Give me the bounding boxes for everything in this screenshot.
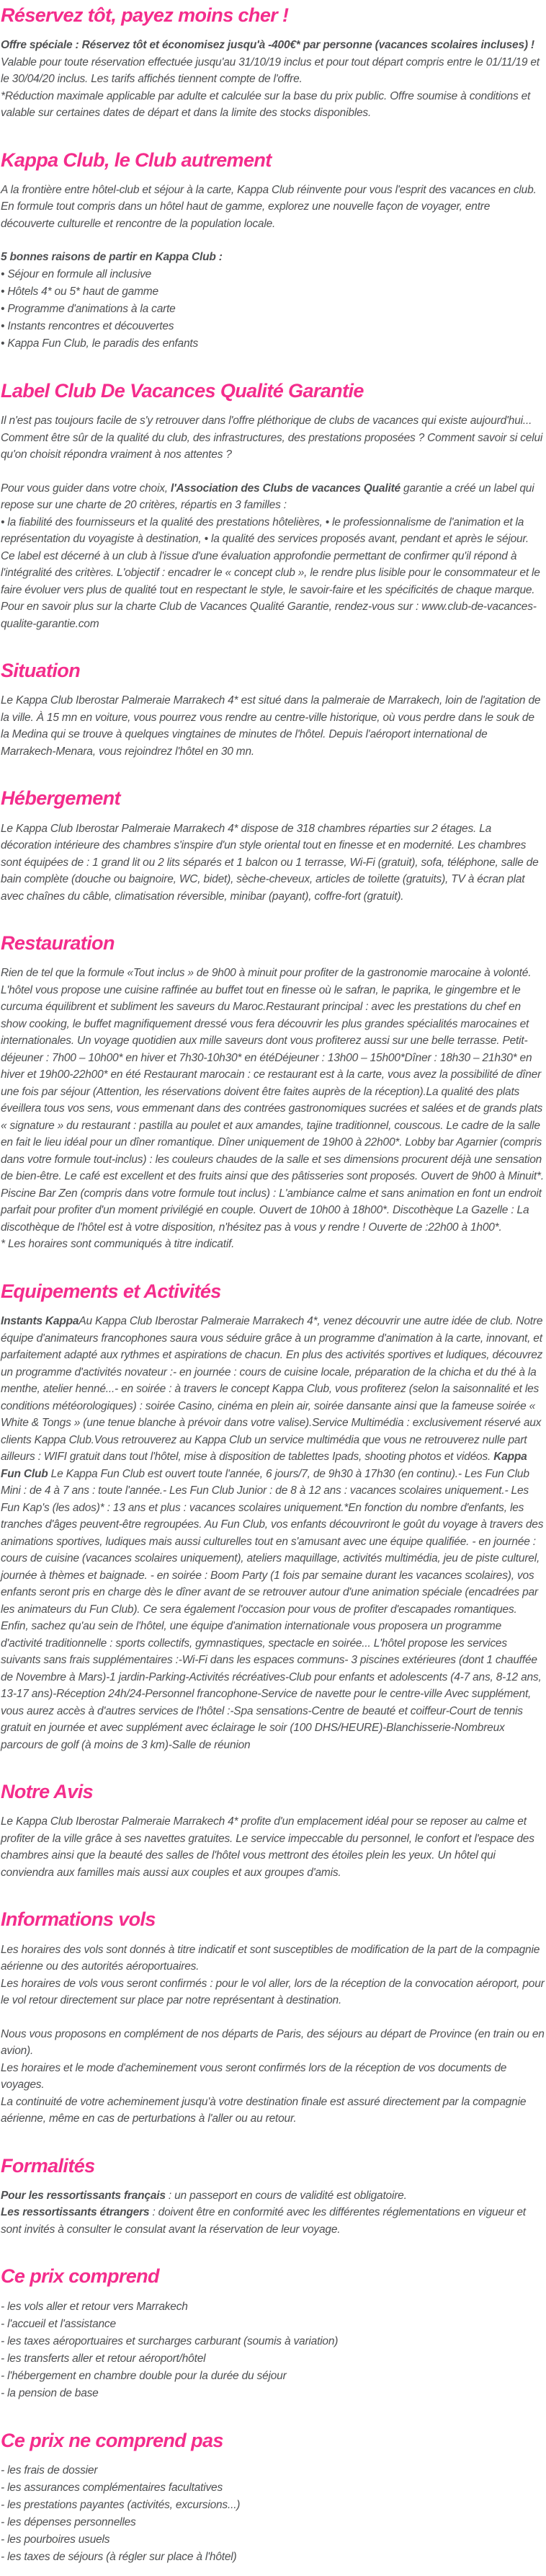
text-run: * Les horaires sont communiqués à titre indicatif. [1,1238,235,1251]
section-title-kappa-club: Kappa Club, le Club autrement [1,149,272,171]
paragraph [1,182,545,233]
paragraph [1,37,545,88]
paragraph [1,1313,545,1753]
text-run: Le Kappa Club Iberostar Palmeraie Marrakech 4* dispose de 318 chambres réparties sur 2 étages. La décoration intérieure des chambres s'inspire d'un style oriental tout en finesse et en modernité. Les chambres sont équipées de : 1 grand lit ou 2 lits séparés et 1 balcon ou 1 terrasse, Wi-Fi (gratuit), sofa, téléphone, salle de bain complète (douche ou baignoire, WC, bidet), sèche-cheveux, articles de toilette (gratuits), TV à écran plat avec chaînes du câble, climatisation réversible, minibar (payant), coffre-fort (gratuit). [1,822,539,903]
paragraph [1,965,545,1236]
bold-text: Offre spéciale : Réservez tôt et économisez jusqu'à -400€* par personne (vacances scolaires incluses) ! [1,39,534,52]
section-kappa-club [1,149,545,353]
section-restauration [1,932,545,1253]
text-run: : un passeport en cours de validité est obligatoire. [165,2189,407,2202]
paragraph [1,598,545,632]
section-label-club [1,380,545,632]
bold-text: 5 bonnes raisons de partir en Kappa Club : [1,251,223,264]
dash-list [1,2462,545,2566]
paragraph [1,1975,545,2009]
text-run: La continuité de votre acheminement jusqu'à votre destination finale est assuré directement par la compagnie aérienne, même en cas de perturbations à l'aller ou au retour. [1,2095,527,2125]
section-title-label-club: Label Club De Vacances Qualité Garantie [1,379,364,402]
paragraph [1,820,545,906]
list-item: - les frais de dossier [1,2464,98,2477]
paragraph [1,2187,545,2205]
text-run: : doivent être en conformité avec les différentes réglementations en vigueur et sont invités à consulter le consulat avant la réservation de leur voyage. [1,2206,526,2236]
bold-text: Pour les ressortissants français [1,2189,166,2202]
list-item: - les taxes de séjours (à régler sur place à l'hôtel) [1,2550,237,2563]
text-run: Le Kappa Club Iberostar Palmeraie Marrakech 4* est situé dans la palmeraie de Marrakech, loin de l'agitation de la ville. À 15 mn en voiture, vous pourrez vous rendre au centre-ville historique, où vous perdre dans le souk de la Medina qui se trouve à quelques vingtaines de minutes de l'hôtel. Depuis l'aéroport international de Marrakech-Menara, vous rejoindrez l'hôtel en 30 mn. [1,694,541,758]
list-item: - les transferts aller et retour aéroport/hôtel [1,2352,206,2365]
text-run: Il n'est pas toujours facile de s'y retrouver dans l'offre pléthorique de clubs de vacances qui existe aujourd'hui... Comment être sûr de la qualité du club, des infrastructures, des prestations proposées ? Comment savoir si celui qu'on choisit répondra vraiment à nos attentes ? [1,415,543,461]
bold-text: Instants Kappa [1,1315,79,1328]
section-prix-ne-comprend-pas [1,2430,545,2566]
text-run: Les horaires de vols vous seront confirmés : pour le vol aller, lors de la réception de la convocation aéroport, pour le vol retour directement sur place par notre représentant à destination. [1,1977,545,2007]
list-item: • Hôtels 4* ou 5* haut de gamme [1,285,158,298]
list-item: • Programme d'animations à la carte [1,302,176,315]
section-reservez-tot [1,4,545,122]
list-item: - les taxes aéroportuaires et surcharges carburant (soumis à variation) [1,2334,339,2347]
paragraph [1,88,545,122]
text-run: Pour en savoir plus sur la charte Club de Vacances Qualité Garantie, rendez-vous sur : www.club-de-vacances-qualite-garantie.com [1,601,537,630]
section-title-restauration: Restauration [1,932,115,955]
section-title-equipements: Equipements et Activités [1,1280,221,1302]
section-hebergement [1,787,545,905]
text-run: Au Kappa Club Iberostar Palmeraie Marrakech 4*, venez découvrir une autre idée de club. Notre équipe d'animateurs francophones saura vous séduire grâce à un programme d'animation à la carte, innovant, et parfaitement adapté aux rythmes et aspirations de chacun. En plus des activités sportives et ludiques, découvrez un programme d'activités novateur :- en journée : cours de cuisine locale, préparation de la chicha et du thé à la menthe, atelier henné...- en soirée : à travers le concept Kappa Club, vous profiterez (selon la saisonnalité et les conditions météorologiques) : soirée Casino, cinéma en plein air, soirée dansante ainsi que la fameuse soirée « White & Tongs » (une tenue blanche à prévoir dans votre valise).Service Multimédia : exclusivement réservé aux clients Kappa Club.Vous retrouverez au Kappa Club un service multimédia que vous ne retrouverez nulle part ailleurs : WIFI gratuit dans tout l'hôtel, mise à disposition de tablettes Ipads, shooting photos et vidéos. [1,1315,543,1464]
bold-text: Les ressortissants étrangers [1,2206,150,2219]
section-formalites [1,2155,545,2239]
text-run: Le Kappa Club Iberostar Palmeraie Marrakech 4* profite d'un emplacement idéal pour se reposer au calme et profiter de la ville grâce à ses navettes gratuites. Le service impeccable du personnel, le confort et l'espace des chambres ainsi que la beauté des salles de l'hôtel vous mettront des étoiles plein les yeux. Un hôtel qui conviendra aux familles mais aussi aux couples et aux groupes d'amis. [1,1815,534,1879]
bullet-list [1,266,545,353]
paragraph [1,548,545,599]
list-item: • Instants rencontres et découvertes [1,319,174,332]
list-item: • Séjour en formule all inclusive [1,267,152,280]
section-title-situation: Situation [1,660,81,682]
text-run: *Réduction maximale applicable par adulte et calculée sur la base du prix public. Offre soumise à conditions et valable sur certaines dates de départ et dans la limite des stocks disponibles. [1,89,531,120]
text-run: garantie a créé un label qui repose sur une charte de 20 critères, répartis en 3 familles : [1,482,534,512]
section-equipements [1,1280,545,1753]
text-run: Ce label est décerné à un club à l'issue d'une évaluation approfondie permettant de confirmer qu'il répond à l'intégralité des critères. L'objectif : encadrer le « concept club », le rendre plus lisible pour le consommateur et le faire évoluer vers plus de qualité tout en respectant le style, le savoir-faire et les spécificités de chaque marque. [1,549,540,596]
text-run: Les horaires et le mode d'acheminement vous seront confirmés lors de la réception de vos documents de voyages. [1,2061,507,2092]
section-notre-avis [1,1781,545,1881]
list-item: - l'accueil et l'assistance [1,2317,116,2330]
list-item: - les prestations payantes (activités, excursions...) [1,2498,241,2511]
paragraph [1,480,545,514]
list-item: - les pourboires usuels [1,2533,110,2546]
section-title-informations-vols: Informations vols [1,1908,156,1931]
text-run: Nous vous proposons en complément de nos départs de Paris, des séjours au départ de Province (en train ou en avion). [1,2027,545,2058]
paragraph [1,514,545,548]
dash-list [1,2298,545,2402]
section-title-formalites: Formalités [1,2154,95,2177]
list-item: - l'hébergement en chambre double pour la durée du séjour [1,2369,287,2382]
list-item: - les assurances complémentaires facultatives [1,2481,223,2494]
section-title-reservez-tot: Réservez tôt, payez moins cher ! [1,4,289,26]
paragraph [1,2060,545,2094]
section-title-notre-avis: Notre Avis [1,1781,94,1803]
text-run: Les horaires des vols sont donnés à titre indicatif et sont susceptibles de modification de la part de la compagnie aérienne ou des autorités aéroportuaires. [1,1943,540,1973]
paragraph [1,2094,545,2128]
text-run: Valable pour toute réservation effectuée jusqu'au 31/10/19 inclus et pour tout départ compris entre le 01/11/19 et le 30/04/20 inclus. Les tarifs affichés tiennent compte de l'offre. [1,56,540,86]
list-item: - les dépenses personnelles [1,2515,136,2528]
paragraph [1,1942,545,1975]
paragraph [1,2026,545,2060]
paragraph [1,249,545,266]
bold-text: Kappa Fun Club [1,1451,527,1480]
section-title-hebergement: Hébergement [1,787,120,810]
section-situation [1,660,545,760]
text-run: Pour vous guider dans votre choix, [1,482,171,495]
text-run: Le Kappa Fun Club est ouvert toute l'année, 6 jours/7, de 9h30 à 17h30 (en continu).- Les Fun Club Mini : de 4 à 7 ans : toute l'année.- Les Fun Club Junior : de 8 à 12 ans : vacances scolaires uniquement.- Les Fun Kap's (les ados)* : 13 ans et plus : vacances scolaires uniquement.*En fonction du nombre d'enfants, les tranches d'âges peuvent-être regroupées. Au Fun Club, vos enfants découvriront le goût du voyage à travers des animations sportives, ludiques mais aussi culturelles tout en s'amusant avec une équipe qualifiée. - en journée : cours de cuisine (vacances scolaires uniquement), ateliers maquillage, activités multimédia, jeu de piste culturel, journée à thèmes et baignade. - en soirée : Boom Party (1 fois par semaine durant les vacances scolaires), vos enfants seront pris en charge dès le dîner avant de se retrouver autour d'une animation spéciale (encadrées par les animateurs du Fun Club). Ce sera également l'occasion pour vous de profiter d'escapades romantiques. Enfin, sachez qu'au sein de l'hôtel, une équipe d'animation internationale vous proposera un programme d'activité traditionnelle : sports collectifs, gymnastiques, spectacle en soirée... L'hôtel propose les services suivants sans frais supplémentaires :-Wi-Fi dans les espaces communs- 3 piscines extérieures (dont 1 chauffée de Novembre à Mars)-1 jardin-Parking-Activités récréatives-Club pour enfants et adolescents (4-7 ans, 8-12 ans, 13-17 ans)-Réception 24h/24-Personnel francophone-Service de navette pour le centre-ville Avec supplément, vous aurez accès à d'autres services de l'hôtel :-Spa sensations-Centre de beauté et coiffeur-Court de tennis gratuit en journée et avec supplément avec éclairage le soir (100 DHS/HEURE)-Blanchisserie-Nombreux parcours de golf (à moins de 3 km)-Salle de réunion [1,1467,544,1751]
list-item: • Kappa Fun Club, le paradis des enfants [1,337,199,350]
list-item: - les vols aller et retour vers Marrakech [1,2300,188,2313]
paragraph [1,412,545,464]
section-title-prix-comprend: Ce prix comprend [1,2265,159,2288]
section-informations-vols [1,1908,545,2127]
paragraph [1,2204,545,2238]
list-item: - la pension de base [1,2386,99,2399]
text-run: • la fiabilité des fournisseurs et la qualité des prestations hôtelières, • le professionnalisme de l'animation et la représentation du voyagiste à destination, • la qualité des services proposés avant, pendant et après le séjour. [1,515,529,546]
section-prix-comprend [1,2265,545,2402]
text-run: A la frontière entre hôtel-club et séjour à la carte, Kappa Club réinvente pour vous l'esprit des vacances en club. En formule tout compris dans un hôtel haut de gamme, explorez une nouvelle façon de voyager, entre découverte culturelle et rencontre de la population locale. [1,183,537,230]
bold-text: l'Association des Clubs de vacances Qualité [170,482,400,495]
paragraph [1,1813,545,1881]
section-title-prix-ne-comprend-pas: Ce prix ne comprend pas [1,2429,223,2451]
paragraph [1,692,545,760]
paragraph [1,1236,545,1253]
text-run: Rien de tel que la formule «Tout inclus » de 9h00 à minuit pour profiter de la gastronomie marocaine à volonté. L'hôtel vous propose une cuisine raffinée au buffet tout en finesse où le safran, le paprika, le gingembre et le curcuma équilibrent et subliment les saveurs du Maroc.Restaurant principal : avec les prestations du chef en show cooking, le buffet magnifiquement dressé vous fera découvrir les plus grandes spécialités marocaines et internationales. Un voyage quotidien aux mille saveurs dont vous profiterez aussi sur une belle terrasse. Petit-déjeuner : 7h00 – 10h00* en hiver et 7h30-10h30* en étéDéjeuner : 13h00 – 15h00*Dîner : 18h30 – 21h30* en hiver et 19h00-22h00* en été Restaurant marocain : ce restaurant est à la carte, vous avez la possibilité de dîner une fois par séjour (Attention, les réservations doivent être faites auprès de la réception).La qualité des plats éveillera tous vos sens, vous emmenant dans des contrées gastronomiques sucrées et salées et de grands plats « signature » du restaurant : pastilla au poulet et aux amandes, tajine traditionnel, couscous. Le cadre de la salle en fait le lieu idéal pour un dîner romantique. Dîner uniquement de 19h00 à 22h00*. Lobby bar Agarnier (compris dans votre formule tout-inclus) : les couleurs chaudes de la salle et ses dimensions procurent déjà une sensation de bien-être. Le café est excellent et des fruits ainsi que des pâtisseries sont proposés. Ouvert de 9h00 à Minuit*. Piscine Bar Zen (compris dans votre formule tout inclus) : L'ambiance calme et sans animation en font un endroit parfait pour profiter d'un moment privilégié en couple. Ouvert de 10h00 à 18h00*. Discothèque La Gazelle : La discothèque de l'hôtel est à votre disposition, n'hésitez pas à vous y rendre ! Ouverte de :22h00 à 1h00*. [1,967,544,1234]
